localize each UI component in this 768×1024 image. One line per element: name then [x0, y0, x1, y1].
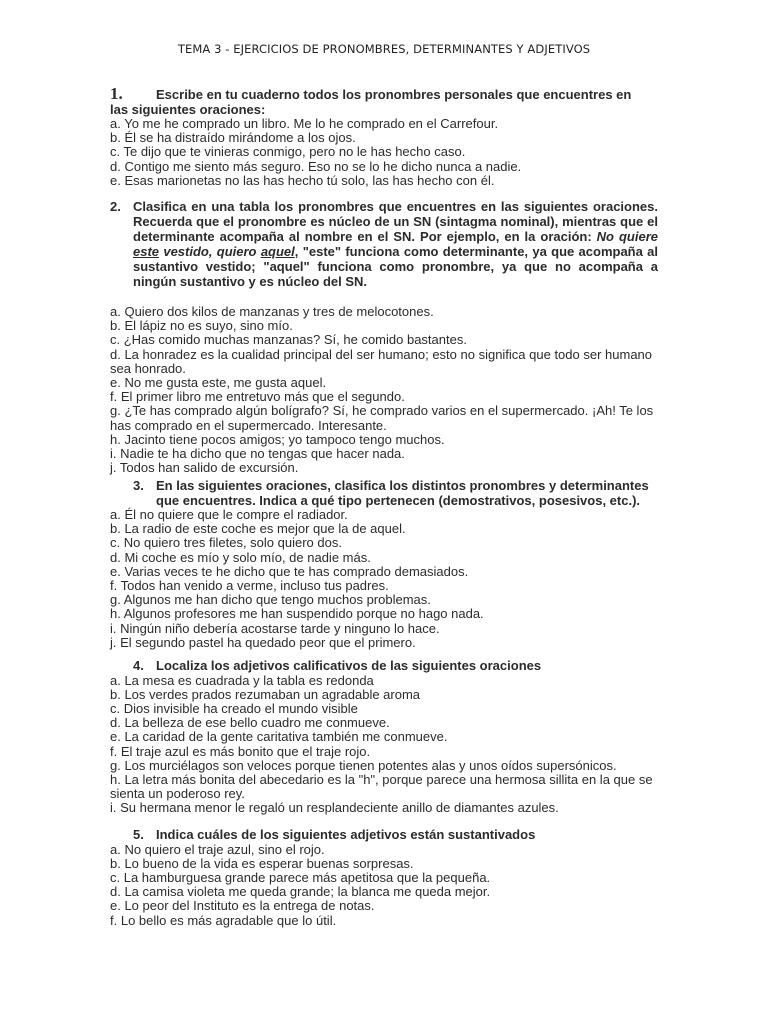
list-item: e. Esas marionetas no las has hecho tú solo, las has hecho con él. — [110, 172, 495, 188]
list-item: g. Algunos me han dicho que tengo muchos problemas. — [110, 592, 431, 608]
example-aquel: aquel — [260, 244, 295, 259]
list-item: c. Te dijo que te vinieras conmigo, pero no le has hecho caso. — [110, 144, 466, 160]
list-item: i. Nadie te ha dicho que no tengas que hacer nada. — [110, 446, 405, 462]
list-item: g. ¿Te has comprado algún bolígrafo? Sí, he comprado varios en el supermercado. ¡Ah! Te los has comprado en el supermercado. Interesante. — [110, 403, 654, 433]
exercise-1-heading — [110, 86, 650, 117]
list-item: c. ¿Has comido muchas manzanas? Sí, he comido bastantes. — [110, 332, 467, 348]
exercise-3-text-line2: que encuentres. Indica a qué tipo pertenecen (demostrativos, posesivos, etc.). — [156, 492, 641, 508]
exercise-3-text-line1: En las siguientes oraciones, clasifica los distintos pronombres y determinantes — [156, 478, 649, 493]
exercise-3-items — [110, 508, 658, 650]
list-item: a. Yo me he comprado un libro. Me lo he comprado en el Carrefour. — [110, 116, 499, 131]
exercise-2-text-b: , "este" funciona como determinante, ya que acompaña al sustantivo vestido; "aquel" funciona como pronombre, ya que no acompaña a ningún sustantivo y es núcleo del SN. — [133, 244, 658, 289]
list-item: h. La letra más bonita del abecedario es la "h", porque parece una hermosa sillita en la que se sienta un poderoso rey. — [110, 771, 653, 802]
list-item: b. Lo bueno de la vida es esperar buenas sorpresas. — [110, 855, 414, 871]
exercise-5 — [110, 828, 670, 928]
exercise-5-heading — [110, 828, 670, 843]
example-no-quiere: No quiere — [596, 229, 658, 244]
list-item: b. La radio de este coche es mejor que la de aquel. — [110, 521, 406, 537]
exercise-1-text: Escribe en tu cuaderno todos los pronombres personales que encuentres en las siguientes oraciones: — [110, 87, 632, 117]
list-item: c. La hamburguesa grande parece más apetitosa que la pequeña. — [110, 869, 491, 885]
example-vestido: vestido, quiero — [159, 244, 261, 259]
list-item: d. La honradez es la cualidad principal del ser humano; esto no significa que todo ser humano sea honrado. — [110, 346, 653, 376]
exercise-4-number: 4. — [133, 658, 144, 673]
list-item: f. El primer libro me entretuvo más que el segundo. — [110, 389, 405, 405]
exercise-2-items — [110, 305, 658, 475]
exercise-3-heading — [110, 479, 658, 508]
list-item: a. La mesa es cuadrada y la tabla es redonda — [110, 672, 374, 688]
page-title: TEMA 3 - EJERCICIOS DE PRONOMBRES, DETERMINANTES Y ADJETIVOS — [177, 42, 591, 56]
exercise-3-number: 3. — [133, 478, 144, 493]
list-item: f. Todos han venido a verme, incluso tus padres. — [110, 578, 389, 594]
exercise-4-items — [110, 674, 670, 816]
exercise-5-text: Indica cuáles de los siguientes adjetivos están sustantivados — [156, 827, 536, 842]
exercise-5-number: 5. — [133, 827, 144, 842]
list-item: g. Los murciélagos son veloces porque tienen potentes alas y unos oídos supersónicos. — [110, 757, 617, 773]
list-item: a. Él no quiere que le compre el radiador. — [110, 507, 348, 522]
exercise-2-heading — [110, 199, 658, 289]
list-item: f. El traje azul es más bonito que el traje rojo. — [110, 743, 371, 759]
exercise-2-text-a: Clasifica en una tabla los pronombres que encuentres en las siguientes oraciones. Recuerda que el pronombre es núcleo de un SN (sintagma nominal), mientras que el determinante acompaña al nombre en el SN. Por ejemplo, en la oración: — [133, 199, 658, 244]
exercise-5-items — [110, 843, 670, 928]
list-item: i. Su hermana menor le regaló un resplandeciente anillo de diamantes azules. — [110, 800, 559, 816]
list-item: d. Mi coche es mío y solo mío, de nadie más. — [110, 549, 371, 565]
list-item: d. Contigo me siento más seguro. Eso no se lo he dicho nunca a nadie. — [110, 158, 522, 174]
list-item: d. La camisa violeta me queda grande; la blanca me queda mejor. — [110, 884, 491, 900]
list-item: j. El segundo pastel ha quedado peor que el primero. — [110, 634, 416, 650]
exercise-2-number: 2. — [110, 199, 121, 214]
list-item: e. Lo peor del Instituto es la entrega de notas. — [110, 898, 375, 914]
list-item: b. Él se ha distraído mirándome a los ojos. — [110, 130, 356, 146]
list-item: h. Jacinto tiene pocos amigos; yo tampoco tengo muchos. — [110, 431, 445, 447]
list-item: c. Dios invisible ha creado el mundo visible — [110, 700, 358, 716]
list-item: h. Algunos profesores me han suspendido porque no hago nada. — [110, 606, 484, 622]
exercise-3 — [110, 479, 658, 650]
list-item: i. Ningún niño debería acostarse tarde y ninguno lo hace. — [110, 620, 440, 636]
list-item: b. El lápiz no es suyo, sino mío. — [110, 318, 293, 334]
exercise-4 — [110, 659, 670, 816]
exercise-1 — [110, 86, 650, 188]
list-item: c. No quiero tres filetes, solo quiero dos. — [110, 535, 342, 551]
list-item: e. Varias veces te he dicho que te has comprado demasiados. — [110, 563, 469, 579]
exercise-2 — [110, 199, 658, 475]
exercise-1-number: 1. — [110, 84, 123, 103]
list-item: e. La caridad de la gente caritativa también me conmueve. — [110, 729, 448, 745]
list-item: b. Los verdes prados rezumaban un agradable aroma — [110, 686, 421, 702]
list-item: d. La belleza de ese bello cuadro me conmueve. — [110, 715, 390, 731]
exercise-4-heading — [110, 659, 670, 674]
list-item: f. Lo bello es más agradable que lo útil. — [110, 912, 337, 928]
example-este: este — [133, 244, 160, 259]
list-item: j. Todos han salido de excursión. — [110, 460, 299, 476]
list-item: e. No me gusta este, me gusta aquel. — [110, 375, 327, 391]
list-item: a. Quiero dos kilos de manzanas y tres de melocotones. — [110, 304, 434, 319]
exercise-1-items — [110, 117, 650, 188]
list-item: a. No quiero el traje azul, sino el rojo. — [110, 841, 325, 857]
exercise-4-text: Localiza los adjetivos calificativos de las siguientes oraciones — [156, 658, 542, 673]
